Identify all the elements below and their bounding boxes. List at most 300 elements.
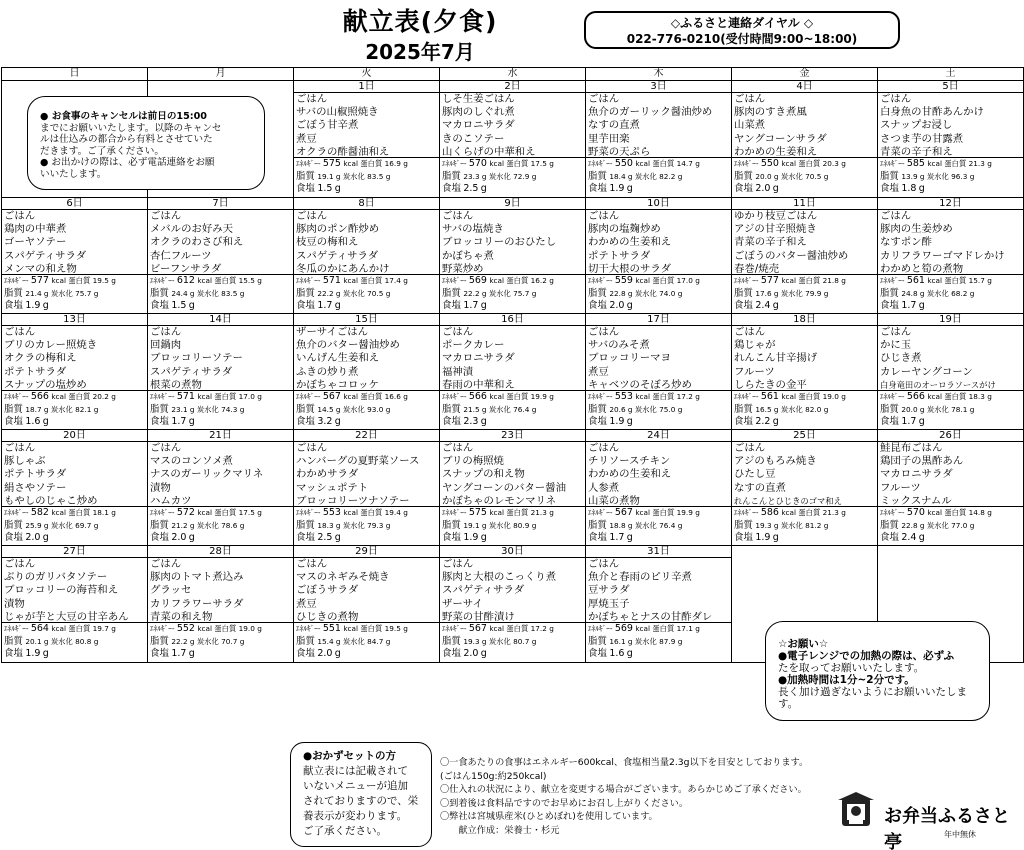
day-cell — [878, 430, 1024, 546]
day-number: 27日 — [2, 546, 147, 558]
carb-label: 炭水化 — [488, 520, 511, 530]
menu-item: スナップの和え物 — [442, 468, 525, 481]
carb-value: 75.7 — [513, 288, 530, 298]
unit-g: g — [335, 171, 341, 181]
nutrition-info — [732, 157, 877, 196]
day-number: 31日 — [586, 546, 731, 558]
unit-g: g — [334, 183, 341, 195]
unit-g: g — [385, 288, 391, 298]
day-number: 22日 — [294, 430, 439, 442]
menu-list — [586, 326, 731, 390]
salt-label: 食塩 — [734, 300, 754, 312]
energy-label: ｴﾈﾙｷﾞｰ — [296, 159, 318, 168]
fat-label: 脂質 — [4, 403, 24, 415]
menu-item: 青菜の辛子和え — [734, 236, 807, 249]
protein-value: 19.0 — [238, 624, 255, 633]
unit-g: g — [481, 520, 487, 530]
energy-value: 567 — [468, 623, 487, 634]
fat-value: 22.2 — [317, 288, 334, 298]
menu-item: 青菜の和え物 — [150, 610, 213, 622]
menu-item: ブロッコリーの海苔和え — [4, 584, 119, 597]
unit-g: g — [677, 636, 683, 646]
cancel-line: ● お食事のキャンセルは前日の15:00 — [40, 111, 207, 122]
nutrition-line — [442, 404, 585, 417]
menu-item: カレーヤングコーン — [880, 365, 973, 378]
unit-g: g — [257, 508, 262, 517]
carb-label: 炭水化 — [926, 520, 949, 530]
salt-value: 2.0 — [317, 648, 333, 660]
carb-label: 炭水化 — [342, 171, 365, 181]
menu-item: ごぼう甘辛煮 — [296, 119, 359, 132]
menu-list — [440, 210, 585, 274]
menu-item: ごはん — [4, 442, 36, 454]
unit-g: g — [480, 648, 487, 660]
salt-label: 食塩 — [296, 300, 316, 312]
protein-value: 21.3 — [822, 508, 839, 517]
protein-label: 蛋白質 — [68, 276, 91, 285]
nutrition-line: ｴﾈﾙｷﾞｰ- 575 kcal 蛋白質 21.3 g — [442, 507, 554, 518]
nutrition-line: ｴﾈﾙｷﾞｰ- 561 kcal 蛋白質 19.0 g — [734, 391, 846, 402]
unit-g: g — [695, 159, 700, 168]
day-cell — [586, 198, 732, 314]
nutrition-line — [442, 636, 585, 649]
nutrition-line — [442, 648, 585, 661]
menu-item: 白身魚の甘酢あんかけ — [880, 106, 984, 119]
kcal-unit: kcal — [197, 392, 213, 401]
menu-list — [2, 326, 147, 390]
nutrition-line — [880, 288, 1023, 301]
menu-item: なすの直煮 — [588, 119, 640, 132]
carb-label: 炭水化 — [780, 520, 803, 530]
fat-value: 22.8 — [609, 288, 626, 298]
nutrition-line — [296, 404, 439, 417]
nutrition-info — [586, 157, 731, 196]
day-number: 14日 — [148, 314, 293, 326]
kcal-unit: kcal — [927, 159, 943, 168]
menu-item: サバの塩焼き — [442, 223, 504, 236]
kcal-unit: kcal — [489, 624, 505, 633]
nutrition-info — [294, 157, 439, 196]
menu-item: ナスのガーリックマリネ — [150, 468, 264, 481]
nutrition-line — [150, 520, 293, 533]
energy-value: 569 — [468, 275, 487, 286]
carb-label: 炭水化 — [196, 636, 219, 646]
menu-item: さつま芋の甘露煮 — [880, 132, 964, 145]
nutrition-line: ｴﾈﾙｷﾞｰ- 553 kcal 蛋白質 19.4 g — [296, 507, 408, 518]
unit-g: g — [773, 520, 779, 530]
fat-value: 14.5 — [317, 404, 334, 414]
salt-value: 2.5 — [317, 532, 333, 544]
unit-g: g — [677, 404, 683, 414]
salt-label: 食塩 — [296, 532, 316, 544]
unit-g: g — [188, 416, 195, 428]
energy-label: ｴﾈﾙｷﾞｰ — [150, 624, 172, 633]
menu-item: ポテトサラダ — [4, 365, 67, 378]
nutrition-line — [588, 171, 731, 184]
menu-item: 鶏肉の中華煮 — [4, 223, 67, 236]
menu-list — [148, 442, 293, 506]
unit-g: g — [188, 532, 195, 544]
nutrition-line — [734, 300, 877, 313]
unit-g: g — [919, 288, 925, 298]
kcal-unit: kcal — [197, 624, 213, 633]
menu-item: 煮豆 — [588, 365, 609, 378]
energy-label: ｴﾈﾙｷﾞｰ — [442, 392, 464, 401]
menu-item: ミックスナムル — [880, 494, 952, 506]
weekday-header: 月 — [148, 68, 294, 81]
shop-lantern-icon — [836, 790, 876, 830]
menu-item: かぼちゃのレモンマリネ — [442, 494, 557, 506]
salt-label: 食塩 — [150, 416, 170, 428]
menu-item: ゆかり枝豆ごはん — [734, 210, 818, 222]
cancel-line: だきます。ご了承ください。 — [40, 145, 164, 157]
menu-item: ポークカレー — [442, 339, 505, 352]
unit-g: g — [626, 183, 633, 195]
menu-item: アジのもろみ焼き — [734, 455, 817, 468]
unit-g: g — [531, 404, 537, 414]
day-number: 2日 — [440, 81, 585, 93]
unit-g: g — [626, 648, 633, 660]
protein-label: 蛋白質 — [944, 392, 967, 401]
salt-label: 食塩 — [588, 416, 608, 428]
protein-value: 17.5 — [238, 508, 255, 517]
nutrition-info — [586, 274, 731, 313]
nutrition-info — [294, 390, 439, 429]
energy-value: 551 — [322, 623, 341, 634]
salt-value: 2.3 — [463, 416, 479, 428]
protein-label: 蛋白質 — [68, 624, 91, 633]
energy-label: ｴﾈﾙｷﾞｰ — [734, 276, 756, 285]
protein-value: 16.9 — [384, 159, 401, 168]
salt-value: 2.4 — [755, 300, 771, 312]
protein-value: 20.2 — [92, 392, 109, 401]
salt-label: 食塩 — [442, 532, 462, 544]
menu-item: 絹さやソテー — [4, 481, 67, 494]
unit-g: g — [93, 636, 99, 646]
unit-g: g — [627, 171, 633, 181]
fat-value: 23.3 — [463, 171, 480, 181]
unit-g: g — [111, 392, 116, 401]
energy-label: ｴﾈﾙｷﾞｰ — [588, 392, 610, 401]
menu-item: カリフラワーサラダ — [150, 597, 244, 610]
unit-g: g — [480, 532, 487, 544]
protein-label: 蛋白質 — [944, 159, 967, 168]
kcal-unit: kcal — [927, 508, 943, 517]
energy-label: ｴﾈﾙｷﾞｰ — [880, 508, 902, 517]
unit-g: g — [335, 520, 341, 530]
fat-label: 脂質 — [150, 287, 170, 299]
contact-phone: 022-776-0210(受付時間9:00~18:00) — [626, 32, 858, 46]
unit-g: g — [334, 300, 341, 312]
protein-label: 蛋白質 — [798, 392, 821, 401]
nutrition-line — [734, 520, 877, 533]
menu-item: 野菜の天ぷら — [588, 145, 651, 157]
nutrition-info — [2, 274, 147, 313]
protein-label: 蛋白質 — [68, 392, 91, 401]
fat-label: 脂質 — [588, 519, 608, 531]
energy-label: ｴﾈﾙｷﾞｰ — [296, 508, 318, 517]
carb-label: 炭水化 — [488, 404, 511, 414]
menu-item: わかめサラダ — [296, 468, 359, 481]
nutrition-line — [442, 520, 585, 533]
salt-value: 1.9 — [463, 532, 479, 544]
day-number: 4日 — [732, 81, 877, 93]
carb-value: 79.9 — [805, 288, 822, 298]
menu-item: サバのみそ煮 — [588, 339, 650, 352]
menu-item: 里芋田楽 — [588, 132, 630, 145]
fat-value: 22.2 — [463, 288, 480, 298]
protein-label: 蛋白質 — [652, 508, 675, 517]
nutrition-line: ｴﾈﾙｷﾞｰ- 566 kcal 蛋白質 19.9 g — [442, 391, 554, 402]
menu-item: カリフラワーゴマドレかけ — [880, 249, 1005, 262]
energy-value: 567 — [322, 391, 341, 402]
energy-label: ｴﾈﾙｷﾞｰ — [4, 392, 26, 401]
salt-value: 2.2 — [755, 416, 771, 428]
carb-value: 80.9 — [513, 520, 530, 530]
nutrition-line: ｴﾈﾙｷﾞｰ- 569 kcal 蛋白質 17.1 g — [588, 623, 700, 634]
unit-g: g — [334, 648, 341, 660]
salt-value: 1.5 — [317, 183, 333, 195]
menu-item: キャベツのそぼろ炒め — [588, 378, 692, 390]
energy-label: ｴﾈﾙｷﾞｰ — [588, 508, 610, 517]
menu-item: 煮豆 — [296, 597, 317, 610]
unit-g: g — [627, 404, 633, 414]
carb-label: 炭水化 — [196, 520, 219, 530]
fat-label: 脂質 — [880, 519, 900, 531]
menu-item: ごはん — [880, 326, 912, 338]
fat-label: 脂質 — [734, 170, 754, 182]
menu-item: ひたし豆 — [734, 468, 776, 481]
carb-label: 炭水化 — [342, 636, 365, 646]
unit-g: g — [695, 392, 700, 401]
nutrition-line — [588, 532, 731, 545]
unit-g: g — [257, 276, 262, 285]
protein-label: 蛋白質 — [214, 392, 237, 401]
day-number: 3日 — [586, 81, 731, 93]
menu-item: 豚肉の生姜炒め — [880, 223, 953, 236]
menu-item: マッシュポテト — [296, 481, 369, 494]
nutrition-line — [150, 288, 293, 301]
note-line: 献立作成：栄養士・杉元 — [440, 824, 560, 836]
nutrition-line — [442, 532, 585, 545]
fat-value: 15.4 — [317, 636, 334, 646]
menu-item: 鶏じゃが — [734, 339, 776, 352]
menu-item: ハムカツ — [150, 494, 192, 506]
carb-value: 75.0 — [659, 404, 676, 414]
unit-g: g — [531, 171, 537, 181]
day-cell — [440, 314, 586, 430]
nutrition-line: ｴﾈﾙｷﾞｰ- 550 kcal 蛋白質 20.3 g — [734, 158, 846, 169]
menu-list — [2, 558, 147, 622]
nutrition-line — [150, 416, 293, 429]
menu-item: わかめと筍の煮物 — [880, 262, 964, 274]
nutrition-line — [588, 648, 731, 661]
energy-value: 570 — [468, 158, 487, 169]
nutrition-info — [2, 622, 147, 661]
nutrition-info — [2, 506, 147, 545]
company-logo — [836, 790, 1016, 850]
salt-value: 1.9 — [25, 300, 41, 312]
unit-g: g — [189, 404, 195, 414]
nutrition-info — [440, 622, 585, 661]
protein-value: 14.8 — [968, 508, 985, 517]
kcal-unit: kcal — [343, 392, 359, 401]
fat-value: 22.8 — [901, 520, 918, 530]
menu-item: マスのネギみそ焼き — [296, 571, 390, 584]
day-cell — [878, 198, 1024, 314]
menu-item: グラッセ — [150, 584, 192, 597]
nutrition-line: ｴﾈﾙｷﾞｰ- 577 kcal 蛋白質 19.5 g — [4, 275, 116, 286]
day-number: 16日 — [440, 314, 585, 326]
nutrition-info — [586, 622, 731, 661]
nutrition-line — [588, 404, 731, 417]
unit-g: g — [188, 648, 195, 660]
energy-value: 553 — [614, 391, 633, 402]
protein-label: 蛋白質 — [798, 508, 821, 517]
menu-item: なすの直煮 — [734, 481, 786, 494]
fat-label: 脂質 — [588, 287, 608, 299]
carb-label: 炭水化 — [50, 288, 73, 298]
note-line: 〇到着後は食料品ですのでお早めにお召し上がりください。 — [440, 797, 689, 809]
protein-value: 20.3 — [822, 159, 839, 168]
fat-value: 19.3 — [463, 636, 480, 646]
salt-label: 食塩 — [734, 183, 754, 195]
request-line: す。 — [778, 698, 799, 710]
unit-g: g — [987, 159, 992, 168]
day-cell — [732, 314, 878, 430]
nutrition-line — [4, 288, 147, 301]
menu-item: ザーサイ — [442, 597, 483, 610]
fat-label: 脂質 — [734, 287, 754, 299]
unit-g: g — [385, 636, 391, 646]
nutrition-info — [878, 506, 1023, 545]
weekday-header: 水 — [440, 68, 586, 81]
nutrition-line — [734, 171, 877, 184]
nutrition-line: ｴﾈﾙｷﾞｰ- 570 kcal 蛋白質 17.5 g — [442, 158, 554, 169]
day-number: 24日 — [586, 430, 731, 442]
unit-g: g — [823, 520, 829, 530]
energy-value: 559 — [614, 275, 633, 286]
day-number: 15日 — [294, 314, 439, 326]
menu-list — [2, 442, 147, 506]
nutrition-line — [880, 416, 1023, 429]
kcal-unit: kcal — [781, 392, 797, 401]
unit-g: g — [549, 159, 554, 168]
menu-item: 魚介のバター醤油炒め — [296, 339, 400, 352]
protein-label: 蛋白質 — [944, 508, 967, 517]
menu-list — [732, 326, 877, 390]
unit-g: g — [987, 392, 992, 401]
menu-item: 漬物 — [4, 597, 25, 610]
menu-item: スパゲティサラダ — [150, 365, 233, 378]
fat-value: 21.5 — [463, 404, 480, 414]
carb-value: 96.3 — [951, 171, 968, 181]
energy-value: 561 — [760, 391, 779, 402]
unit-g: g — [987, 276, 992, 285]
nutrition-line — [880, 532, 1023, 545]
carb-label: 炭水化 — [488, 636, 511, 646]
protein-value: 19.4 — [384, 508, 401, 517]
carb-label: 炭水化 — [50, 404, 73, 414]
menu-item: ビーフンサラダ — [150, 262, 222, 274]
nutrition-line: ｴﾈﾙｷﾞｰ- 569 kcal 蛋白質 16.2 g — [442, 275, 554, 286]
week-row — [2, 430, 1024, 546]
carb-label: 炭水化 — [488, 171, 511, 181]
okazu-line: いないメニューが追加 — [303, 780, 408, 792]
energy-value: 577 — [30, 275, 49, 286]
fat-label: 脂質 — [4, 635, 24, 647]
carb-label: 炭水化 — [926, 171, 949, 181]
menu-item: 回鍋肉 — [150, 339, 182, 352]
nutrition-info — [878, 157, 1023, 196]
carb-label: 炭水化 — [342, 288, 365, 298]
day-cell — [294, 546, 440, 663]
carb-value: 83.5 — [221, 288, 238, 298]
menu-item: ごはん — [150, 326, 182, 338]
unit-g: g — [43, 636, 49, 646]
menu-list — [440, 93, 585, 157]
energy-label: ｴﾈﾙｷﾞｰ — [588, 276, 610, 285]
fat-label: 脂質 — [296, 635, 316, 647]
menu-item: ザーサイごはん — [296, 326, 369, 338]
menu-item: 魚介のガーリック醤油炒め — [588, 106, 713, 119]
energy-value: 566 — [906, 391, 925, 402]
menu-list — [732, 442, 877, 506]
day-number: 25日 — [732, 430, 877, 442]
protein-value: 19.9 — [530, 392, 547, 401]
menu-list — [878, 210, 1023, 274]
weekday-header: 土 — [878, 68, 1024, 81]
menu-item: ひじきの煮物 — [296, 610, 359, 622]
day-cell — [148, 314, 294, 430]
menu-item: 枝豆の梅和え — [296, 236, 359, 249]
unit-g: g — [43, 520, 49, 530]
menu-item: ブロッコリーマヨ — [588, 352, 671, 365]
unit-g: g — [93, 288, 99, 298]
protein-label: 蛋白質 — [798, 276, 821, 285]
cancel-line: いいたします。 — [40, 168, 107, 180]
fat-label: 脂質 — [4, 287, 24, 299]
unit-g: g — [841, 276, 846, 285]
nutrition-line: ｴﾈﾙｷﾞｰ- 567 kcal 蛋白質 16.6 g — [296, 391, 408, 402]
protein-value: 21.8 — [822, 276, 839, 285]
unit-g: g — [918, 183, 925, 195]
cancel-notice — [27, 96, 265, 190]
protein-label: 蛋白質 — [360, 276, 383, 285]
menu-item: 春巻/焼売 — [734, 262, 780, 274]
menu-item: かに玉 — [880, 339, 912, 352]
nutrition-line: ｴﾈﾙｷﾞｰ- 575 kcal 蛋白質 16.9 g — [296, 158, 408, 169]
unit-g: g — [189, 288, 195, 298]
unit-g: g — [257, 392, 262, 401]
nutrition-line — [296, 648, 439, 661]
fat-label: 脂質 — [588, 635, 608, 647]
energy-value: 577 — [760, 275, 779, 286]
unit-g: g — [823, 404, 829, 414]
salt-label: 食塩 — [588, 532, 608, 544]
nutrition-line: ｴﾈﾙｷﾞｰ- 561 kcal 蛋白質 15.7 g — [880, 275, 992, 286]
nutrition-line: ｴﾈﾙｷﾞｰ- 553 kcal 蛋白質 17.2 g — [588, 391, 700, 402]
day-cell — [440, 546, 586, 663]
menu-item: スパゲティサラダ — [4, 249, 87, 262]
kcal-unit: kcal — [635, 392, 651, 401]
energy-value: 572 — [176, 507, 195, 518]
day-cell — [586, 81, 732, 198]
kcal-unit: kcal — [51, 508, 67, 517]
energy-value: 564 — [30, 623, 49, 634]
fat-label: 脂質 — [442, 170, 462, 182]
menu-item: ごはん — [4, 210, 36, 222]
